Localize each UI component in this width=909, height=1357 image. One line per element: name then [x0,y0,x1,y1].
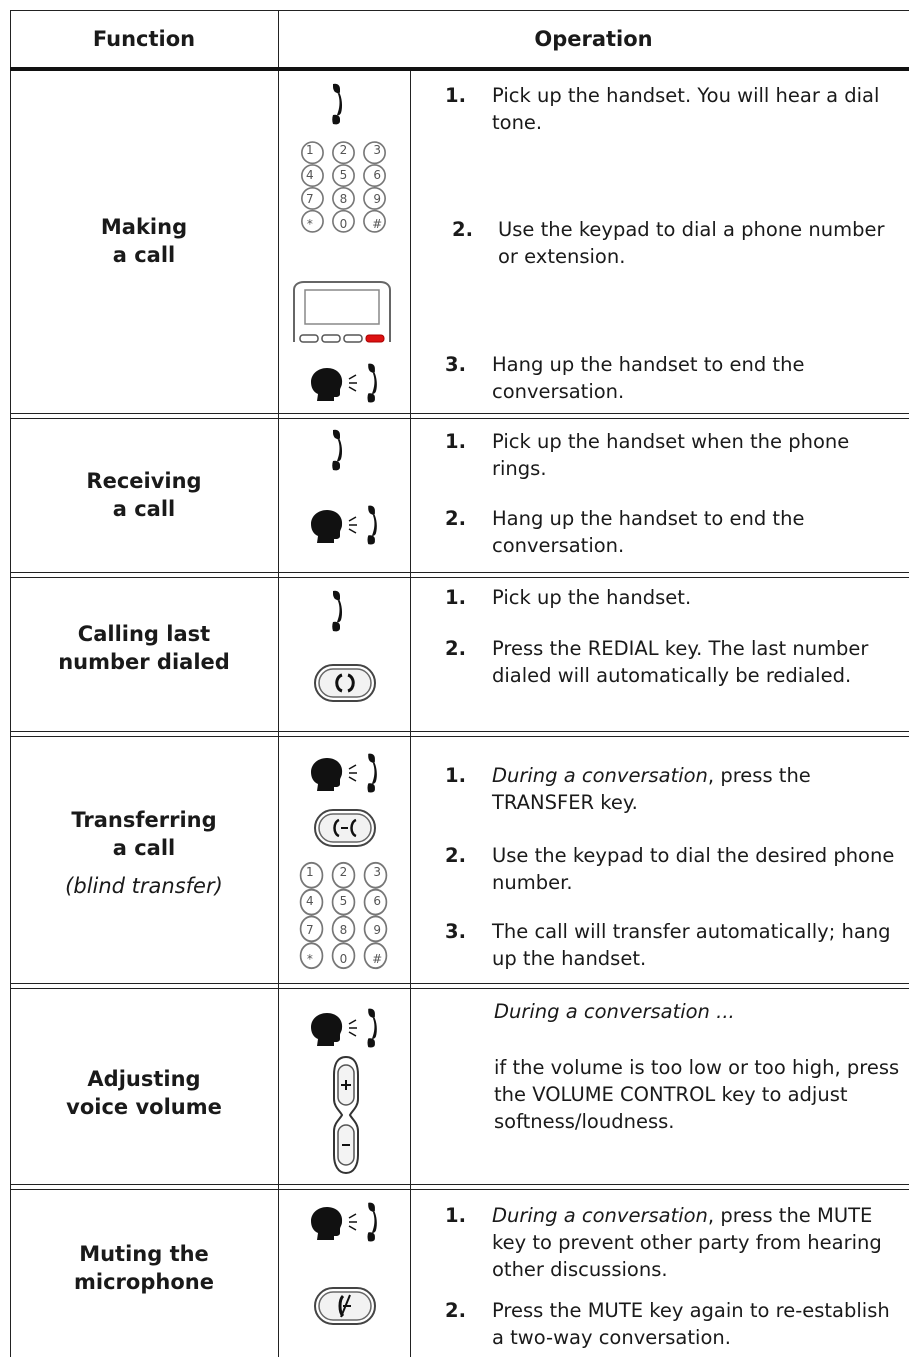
header-rule [10,67,909,71]
table-top-border [10,10,909,11]
operation-volume-text: if the volume is too low or too high, press the VOLUME CONTROL key to adjust softness/loudness. [494,1056,900,1133]
row-separator [10,731,909,732]
redial-key-icon [313,663,377,703]
function-transferring-call [10,806,278,900]
volume-control-key-icon [332,1055,360,1175]
handset-icon [328,428,348,472]
row-separator [10,1189,909,1190]
function-adjusting-volume [10,1065,278,1121]
phone-display-icon [290,280,394,344]
talking-handset-icon [309,504,389,546]
talking-handset-icon [309,1201,389,1243]
table-column-divider [278,10,279,1357]
italic-phrase: During a conversation [492,1204,708,1227]
row-separator [10,736,909,737]
row-separator [10,988,909,989]
function-receiving-call [10,467,278,523]
function-title: Transferring a call [71,808,217,860]
italic-phrase: During a conversation [492,764,708,787]
operation-volume-intro: During a conversation ... [494,1000,735,1023]
function-title: Receiving a call [86,469,202,521]
function-title: Adjusting voice volume [66,1067,222,1119]
talking-handset-icon [309,1007,389,1049]
talking-handset-icon [309,362,389,404]
mute-key-icon [313,1286,377,1326]
function-column-header: Function [92,27,196,51]
talking-handset-icon [309,752,389,794]
row-separator [10,413,909,414]
icon-column-divider [410,70,411,1357]
function-muting-microphone [10,1240,278,1296]
row-separator [10,418,909,419]
handset-icon [328,82,348,126]
function-making-call [10,213,278,269]
keypad-keys: 1 2 3 4 5 6 7 8 9 * 0 # [306,143,383,231]
function-title: Muting the microphone [74,1242,214,1294]
operation-column-header: Operation [534,27,653,51]
handset-icon [328,589,348,633]
function-title: Calling last number dialed [58,622,230,674]
keypad-icon [293,858,394,973]
row-separator [10,983,909,984]
function-subtitle: (blind transfer) [65,874,223,898]
transfer-key-icon [313,808,377,848]
keypad-icon [293,138,394,236]
row-separator [10,577,909,578]
function-calling-last-number [10,620,278,676]
keypad-keys: 1 2 3 4 5 6 7 8 9 * 0 # [306,865,383,966]
function-title: Making a call [100,215,188,267]
row-separator [10,1184,909,1185]
row-separator [10,572,909,573]
